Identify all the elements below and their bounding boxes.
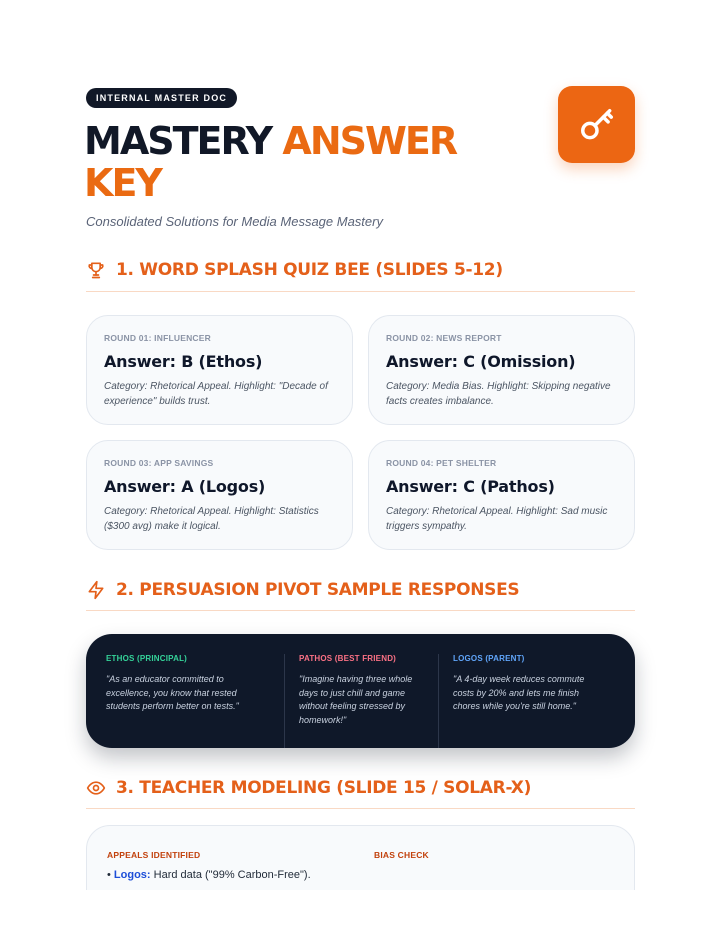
pathos-label: PATHOS (BEST FRIEND) <box>299 654 397 663</box>
eye-icon <box>86 778 106 798</box>
logos-quote: "A 4-day week reduces commute costs by 20% and lets me finish chores while you're still home." <box>453 674 585 711</box>
section-2-title: 2. PERSUASION PIVOT SAMPLE RESPONSES <box>116 580 520 600</box>
section-1-title: 1. WORD SPLASH QUIZ BEE (SLIDES 5-12) <box>116 260 503 280</box>
section-3-title: 3. TEACHER MODELING (SLIDE 15 / SOLAR-X) <box>116 778 532 798</box>
answer-description: Category: Rhetorical Appeal. Highlight: Sad music triggers sympathy. <box>386 506 608 532</box>
section-1-divider <box>86 291 635 292</box>
bullet: • <box>107 869 111 881</box>
answer-description: Category: Media Bias. Highlight: Skipping negative facts creates imbalance. <box>386 381 611 407</box>
persuasion-panel <box>86 634 635 748</box>
section-2-heading <box>86 580 519 600</box>
answer-text: Answer: B (Ethos) <box>104 352 263 371</box>
section-1-heading <box>86 260 503 280</box>
bias-check-heading: BIAS CHECK <box>374 850 429 860</box>
lightning-icon <box>86 580 106 600</box>
ethos-label: ETHOS (PRINCIPAL) <box>106 654 188 663</box>
page-subtitle: Consolidated Solutions for Media Message Mastery <box>86 214 383 229</box>
round-label: ROUND 02: NEWS REPORT <box>386 333 502 343</box>
logos-label: LOGOS (PARENT) <box>453 654 525 663</box>
answer-card-round-3 <box>86 440 353 550</box>
pathos-quote: "Imagine having three whole days to just chill and game without feeling stressed by homework!" <box>299 674 413 725</box>
logos-appeal-item <box>107 869 311 881</box>
logos-appeal-label: Logos: <box>113 869 151 881</box>
doc-badge: INTERNAL MASTER DOC <box>86 88 237 108</box>
section-3-divider <box>86 808 635 809</box>
key-tile <box>558 86 635 163</box>
section-3-heading <box>86 778 531 798</box>
trophy-icon <box>86 260 106 280</box>
key-icon <box>578 106 616 144</box>
ethos-column <box>106 654 284 748</box>
round-label: ROUND 03: APP SAVINGS <box>104 458 214 468</box>
logos-column <box>438 654 614 748</box>
title-part-1: MASTERY <box>84 119 283 163</box>
pathos-column <box>284 654 438 748</box>
answer-card-round-4 <box>368 440 635 550</box>
page-title <box>84 120 544 204</box>
round-label: ROUND 04: PET SHELTER <box>386 458 497 468</box>
round-label: ROUND 01: INFLUENCER <box>104 333 211 343</box>
answer-text: Answer: C (Omission) <box>386 352 576 371</box>
page-bottom-margin <box>0 890 720 932</box>
answer-description: Category: Rhetorical Appeal. Highlight: "Decade of experience" builds trust. <box>104 381 328 407</box>
appeals-heading: APPEALS IDENTIFIED <box>107 850 201 860</box>
answer-card-round-1 <box>86 315 353 425</box>
logos-appeal-text: Hard data ("99% Carbon-Free"). <box>150 869 311 881</box>
title-part-2: ANSWER <box>282 119 457 163</box>
title-part-3: KEY <box>84 161 161 205</box>
answer-text: Answer: A (Logos) <box>104 477 266 496</box>
answer-card-round-2 <box>368 315 635 425</box>
ethos-quote: "As an educator committed to excellence, you know that rested students perform better on tests." <box>106 674 239 711</box>
section-2-divider <box>86 610 635 611</box>
answer-description: Category: Rhetorical Appeal. Highlight: Statistics ($300 avg) make it logical. <box>104 506 319 532</box>
answer-text: Answer: C (Pathos) <box>386 477 555 496</box>
